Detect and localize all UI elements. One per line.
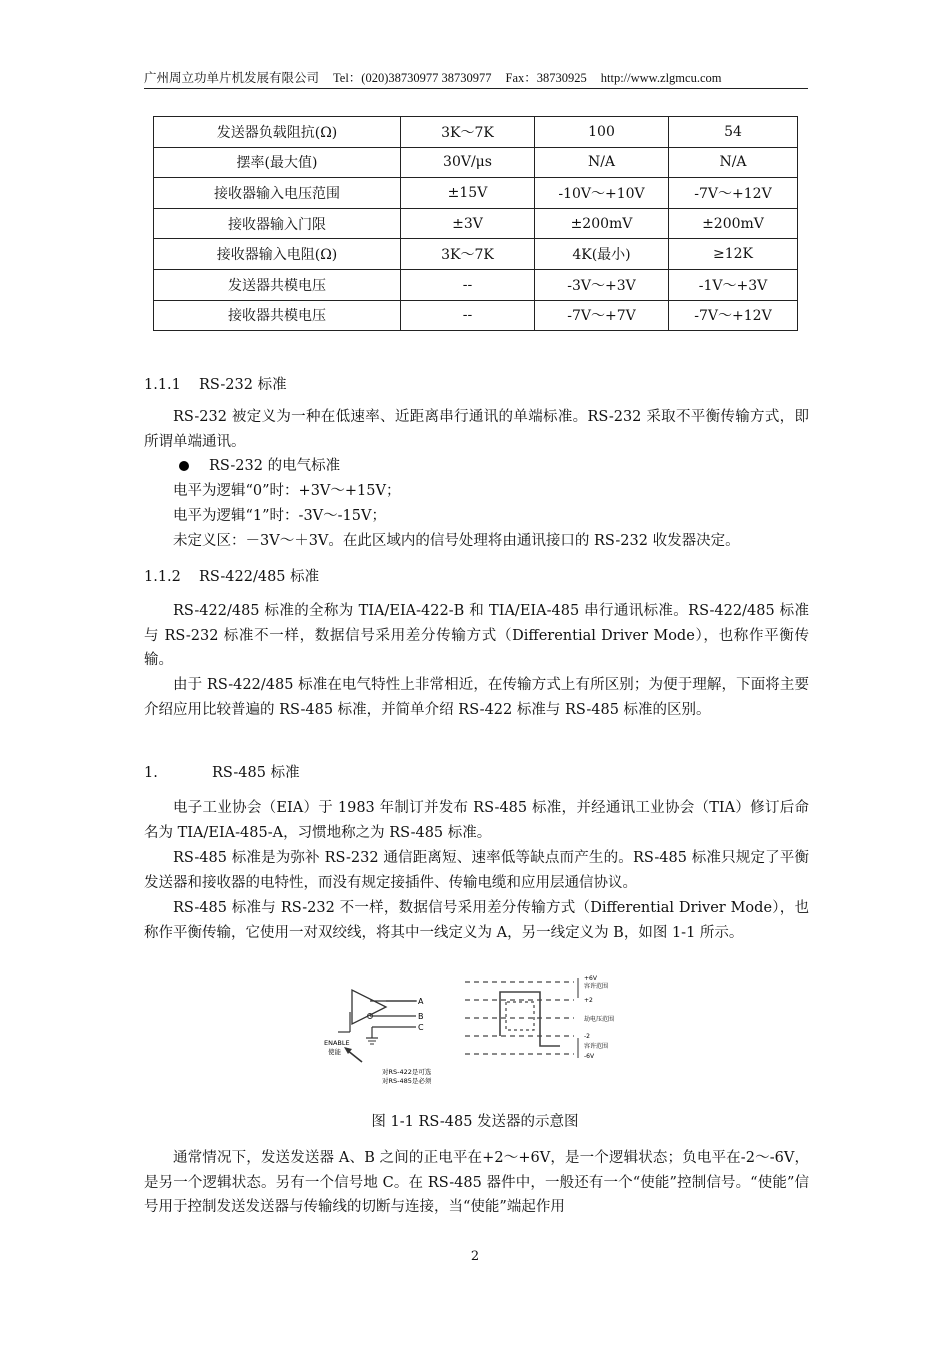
label-c: C: [418, 1023, 424, 1032]
driver-triangle: [352, 990, 386, 1024]
table-cell: 100: [535, 117, 669, 148]
table-cell: 3K～7K: [401, 117, 535, 148]
paragraph: RS-485 标准是为弥补 RS-232 通信距离短、速率低等缺点而产生的。RS-485 标准只规定了平衡发送器和接收器的电特性，而没有规定接插件、传输电缆和应用层通信协议。: [144, 850, 809, 891]
spec-table: [153, 116, 798, 331]
bullet-item: RS-232 的电气标准: [144, 454, 809, 479]
table-row: [154, 117, 798, 148]
level-p2: +2: [584, 997, 593, 1004]
section-heading-1-1-2: 1.1.2 RS-422/485 标准: [144, 569, 320, 585]
table-cell: 4K(最小): [535, 239, 669, 270]
table-cell: -3V～+3V: [535, 269, 669, 300]
table-row: [154, 147, 798, 178]
bullet-icon: [179, 461, 189, 471]
table-cell: --: [401, 300, 535, 331]
header-tel: Tel：(020)38730977 38730977: [333, 71, 492, 85]
section-heading-1-1-1: 1.1.1 RS-232 标准: [144, 377, 287, 393]
paragraph: RS-485 标准与 RS-232 不一样，数据信号采用差分传输方式（Differential Driver Mode），也称作平衡传输，它使用一对双绞线，将其中一线定义为 A，另一线定义为 B，如图 1-1 所示。: [144, 900, 809, 941]
table-cell: 发送器负载阻抗(Ω): [154, 117, 401, 148]
header-fax: Fax：38730925: [505, 71, 587, 85]
label-a: A: [418, 997, 424, 1006]
table-cell: 接收器输入门限: [154, 208, 401, 239]
table-cell: ±200mV: [669, 208, 798, 239]
table-cell: ±3V: [401, 208, 535, 239]
table-cell: N/A: [669, 147, 798, 178]
paragraph: RS-232 被定义为一种在低速率、近距离串行通讯的单端标准。RS-232 采取不平衡传输方式，即所谓单端通讯。: [144, 409, 809, 450]
table-cell: 30V/μs: [401, 147, 535, 178]
table-cell: -1V～+3V: [669, 269, 798, 300]
table-cell: 接收器共模电压: [154, 300, 401, 331]
table-cell: -10V～+10V: [535, 178, 669, 209]
label-b: B: [418, 1012, 424, 1021]
table-row: [154, 269, 798, 300]
text-line: 未定义区：－3V～＋3V。在此区域内的信号处理将由通讯接口的 RS-232 收发器决定。: [173, 533, 740, 549]
table-cell: 接收器输入电阻(Ω): [154, 239, 401, 270]
range-ok-upper: 容许范围: [584, 983, 609, 990]
table-cell: -7V～+7V: [535, 300, 669, 331]
range-bad: 劫电压范围: [584, 1016, 615, 1023]
figure-caption: 图 1-1 RS-485 发送器的示意图: [371, 1114, 579, 1130]
table-row: [154, 178, 798, 209]
text-line: 电平为逻辑“1”时：-3V～-15V；: [173, 508, 386, 524]
note-485: 对RS-485是必须: [382, 1077, 432, 1085]
table-cell: 发送器共模电压: [154, 269, 401, 300]
level-m2: -2: [584, 1033, 590, 1040]
page-number: 2: [470, 1249, 480, 1264]
label-enable-cn: 使能: [328, 1048, 341, 1056]
page-header: [144, 68, 808, 89]
table-cell: 接收器输入电压范围: [154, 178, 401, 209]
paragraph: 电子工业协会（EIA）于 1983 年制订并发布 RS-485 标准，并经通讯工业协会（TIA）修订后命名为 TIA/EIA-485-A，习惯地称之为 RS-485 标准。: [144, 800, 809, 841]
table-row: [154, 300, 798, 331]
header-company: 广州周立功单片机发展有限公司: [144, 71, 320, 85]
table-cell: -7V～+12V: [669, 178, 798, 209]
table-row: [154, 239, 798, 270]
rs485-figure: [320, 972, 650, 1094]
level-m6: -6V: [584, 1053, 595, 1060]
text-line: 电平为逻辑“0”时：+3V～+15V；: [173, 483, 401, 499]
range-ok-lower: 容许范围: [584, 1043, 609, 1050]
table-cell: ±15V: [401, 178, 535, 209]
table-cell: -7V～+12V: [669, 300, 798, 331]
paragraph: 由于 RS-422/485 标准在电气特性上非常相近，在传输方式上有所区别；为便于理解，下面将主要介绍应用比较普遍的 RS-485 标准，并简单介绍 RS-422 标准与 RS-485 标准的区别。: [144, 677, 809, 718]
header-url: http://www.zlgmcu.com: [600, 71, 722, 85]
table-cell: ≥12K: [669, 239, 798, 270]
table-cell: --: [401, 269, 535, 300]
table-cell: ±200mV: [535, 208, 669, 239]
table-cell: N/A: [535, 147, 669, 178]
section-heading-1: 1. RS-485 标准: [144, 765, 300, 781]
table-cell: 3K～7K: [401, 239, 535, 270]
table-cell: 54: [669, 117, 798, 148]
level-p6: +6V: [584, 975, 597, 982]
table-cell: 摆率(最大值): [154, 147, 401, 178]
label-enable: ENABLE: [324, 1039, 350, 1047]
paragraph: RS-422/485 标准的全称为 TIA/EIA-422-B 和 TIA/EIA-485 串行通讯标准。RS-422/485 标准与 RS-232 标准不一样，数据信号采用差分传输方式（Differential Driver Mode），也称作平衡传输。: [144, 603, 809, 668]
note-422: 对RS-422是可选: [382, 1068, 432, 1076]
paragraph: 通常情况下，发送发送器 A、B 之间的正电平在+2～+6V，是一个逻辑状态；负电平在-2～-6V，是另一个逻辑状态。另有一个信号地 C。在 RS-485 器件中，一般还有一个“使能”控制信号。“使能”信号用于控制发送发送器与传输线的切断与连接，当“使能”端起作用: [144, 1150, 809, 1215]
table-row: [154, 208, 798, 239]
